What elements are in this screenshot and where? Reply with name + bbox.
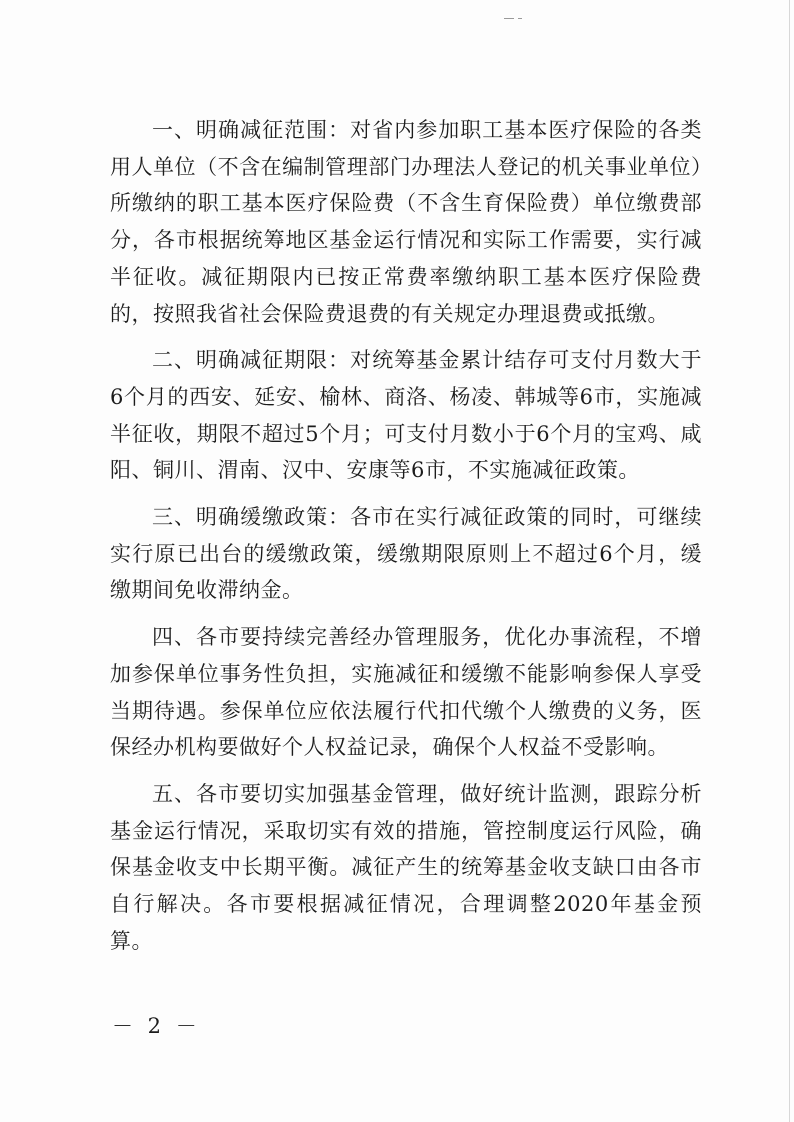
paragraph-scope: 一、明确减征范围：对省内参加职工基本医疗保险的各类用人单位（不含在编制管理部门办理法人登记的机关事业单位）所缴纳的职工基本医疗保险费（不含生育保险费）单位缴费部分，各市根据统筹地区基金运行情况和实际工作需要，实行减半征收。减征期限内已按正常费率缴纳职工基本医疗保险费的，按照我省社会保险费退费的有关规定办理退费或抵缴。 [110,118,702,326]
paragraph-deferral: 三、明确缓缴政策：各市在实行减征政策的同时，可继续实行原已出台的缓缴政策，缓缴期限原则上不超过6个月，缓缴期间免收滞纳金。 [110,505,702,603]
scan-mark [518,18,522,19]
paragraph-fund-management: 五、各市要切实加强基金管理，做好统计监测，跟踪分析基金运行情况，采取切实有效的措施，管控制度运行风险，确保基金收支中长期平衡。减征产生的统筹基金收支缺口由各市自行解决。各市要根据减征情况，合理调整2020年基金预算。 [110,781,702,953]
paragraph-period: 二、明确减征期限：对统筹基金累计结存可支付月数大于6个月的西安、延安、榆林、商洛、杨凌、韩城等6市，实施减半征收，期限不超过5个月；可支付月数小于6个月的宝鸡、咸阳、铜川、渭南、汉中、安康等6市，不实施减征政策。 [110,348,702,483]
page-number: － 2 － [112,1014,201,1038]
page-edge [789,0,790,1122]
document-body [110,112,702,969]
paragraph-service: 四、各市要持续完善经办管理服务，优化办事流程，不增加参保单位事务性负担，实施减征和缓缴不能影响参保人享受当期待遇。参保单位应依法履行代扣代缴个人缴费的义务，医保经办机构要做好个人权益记录，确保个人权益不受影响。 [110,625,702,760]
scan-mark [504,18,514,19]
